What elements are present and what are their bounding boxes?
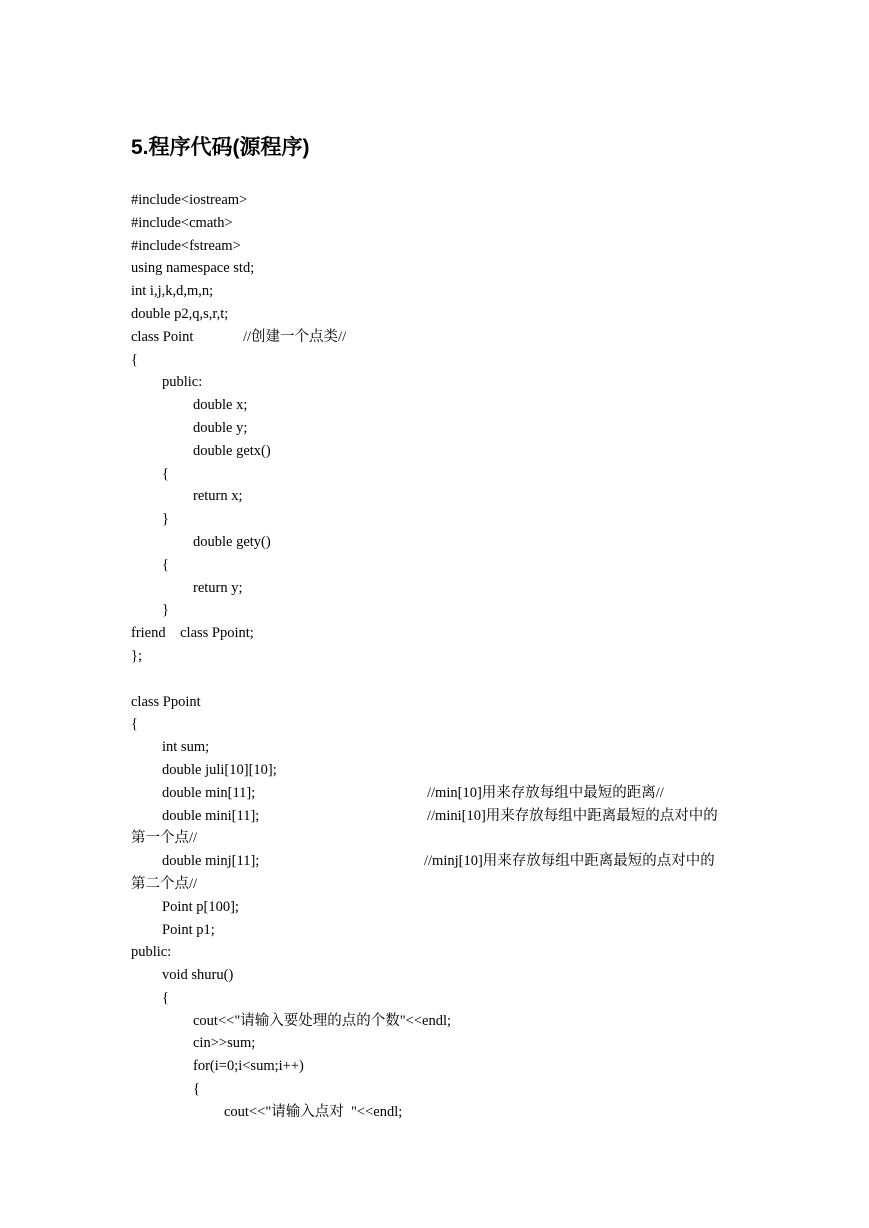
code-comment: //minj[10]用来存放每组中距离最短的点对中的 [424, 853, 715, 870]
code-line: { [162, 989, 169, 1006]
code-line: void shuru() [162, 967, 234, 984]
code-line: double x; [193, 397, 248, 414]
code-line: cout<<"请输入要处理的点的个数"<<endl; [193, 1012, 452, 1029]
code-line: class Ppoint [131, 693, 201, 710]
code-line: double gety() [193, 533, 271, 550]
code-comment: //创建一个点类// [243, 328, 347, 345]
code-line: { [162, 556, 169, 573]
code-line: { [193, 1081, 200, 1098]
code-line: } [162, 602, 169, 619]
code-line: 第一个点// [131, 830, 198, 847]
source-code-block [131, 189, 751, 1124]
code-line: return x; [193, 488, 243, 505]
code-line: double getx() [193, 442, 271, 459]
code-line: public: [131, 944, 172, 961]
code-line: friend class Ppoint; [131, 625, 254, 642]
code-line: cout<<"请输入点对 "<<endl; [224, 1103, 403, 1120]
code-line: Point p1; [162, 921, 215, 938]
code-line: #include<iostream> [131, 192, 248, 208]
code-line: return y; [193, 579, 243, 596]
section-heading: 5.程序代码(源程序) [131, 136, 310, 159]
code-line: #include<cmath> [131, 214, 233, 231]
code-line: { [131, 716, 138, 733]
code-line: for(i=0;i<sum;i++) [193, 1058, 304, 1075]
code-line: public: [162, 374, 203, 391]
code-line: double min[11]; //min[10]用来存放每组中最短的距离// [131, 782, 751, 805]
code-line: } [162, 511, 169, 528]
code-comment: //min[10]用来存放每组中最短的距离// [427, 784, 664, 801]
code-line: #include<fstream> [131, 237, 241, 254]
code-line: { [162, 465, 169, 482]
code-line: double minj[11]; //minj[10]用来存放每组中距离最短的点对中的 [131, 850, 751, 873]
code-line: Point p[100]; [162, 898, 239, 915]
code-line: }; [131, 647, 142, 664]
code-line: double juli[10][10]; [162, 761, 277, 778]
code-line: double p2,q,s,r,t; [131, 305, 229, 322]
code-comment: //mini[10]用来存放每组中距离最短的点对中的 [427, 807, 718, 824]
code-line: int sum; [162, 739, 210, 756]
code-line: class Point //创建一个点类// [131, 326, 751, 349]
code-line: cin>>sum; [193, 1035, 256, 1052]
code-line: double mini[11]; //mini[10]用来存放每组中距离最短的点对中的 [131, 805, 751, 828]
blank-line [131, 668, 751, 691]
code-line: int i,j,k,d,m,n; [131, 283, 214, 300]
code-line: 第二个点// [131, 875, 198, 892]
code-line: { [131, 351, 138, 368]
code-line: double y; [193, 419, 248, 436]
code-line: using namespace std; [131, 260, 255, 277]
